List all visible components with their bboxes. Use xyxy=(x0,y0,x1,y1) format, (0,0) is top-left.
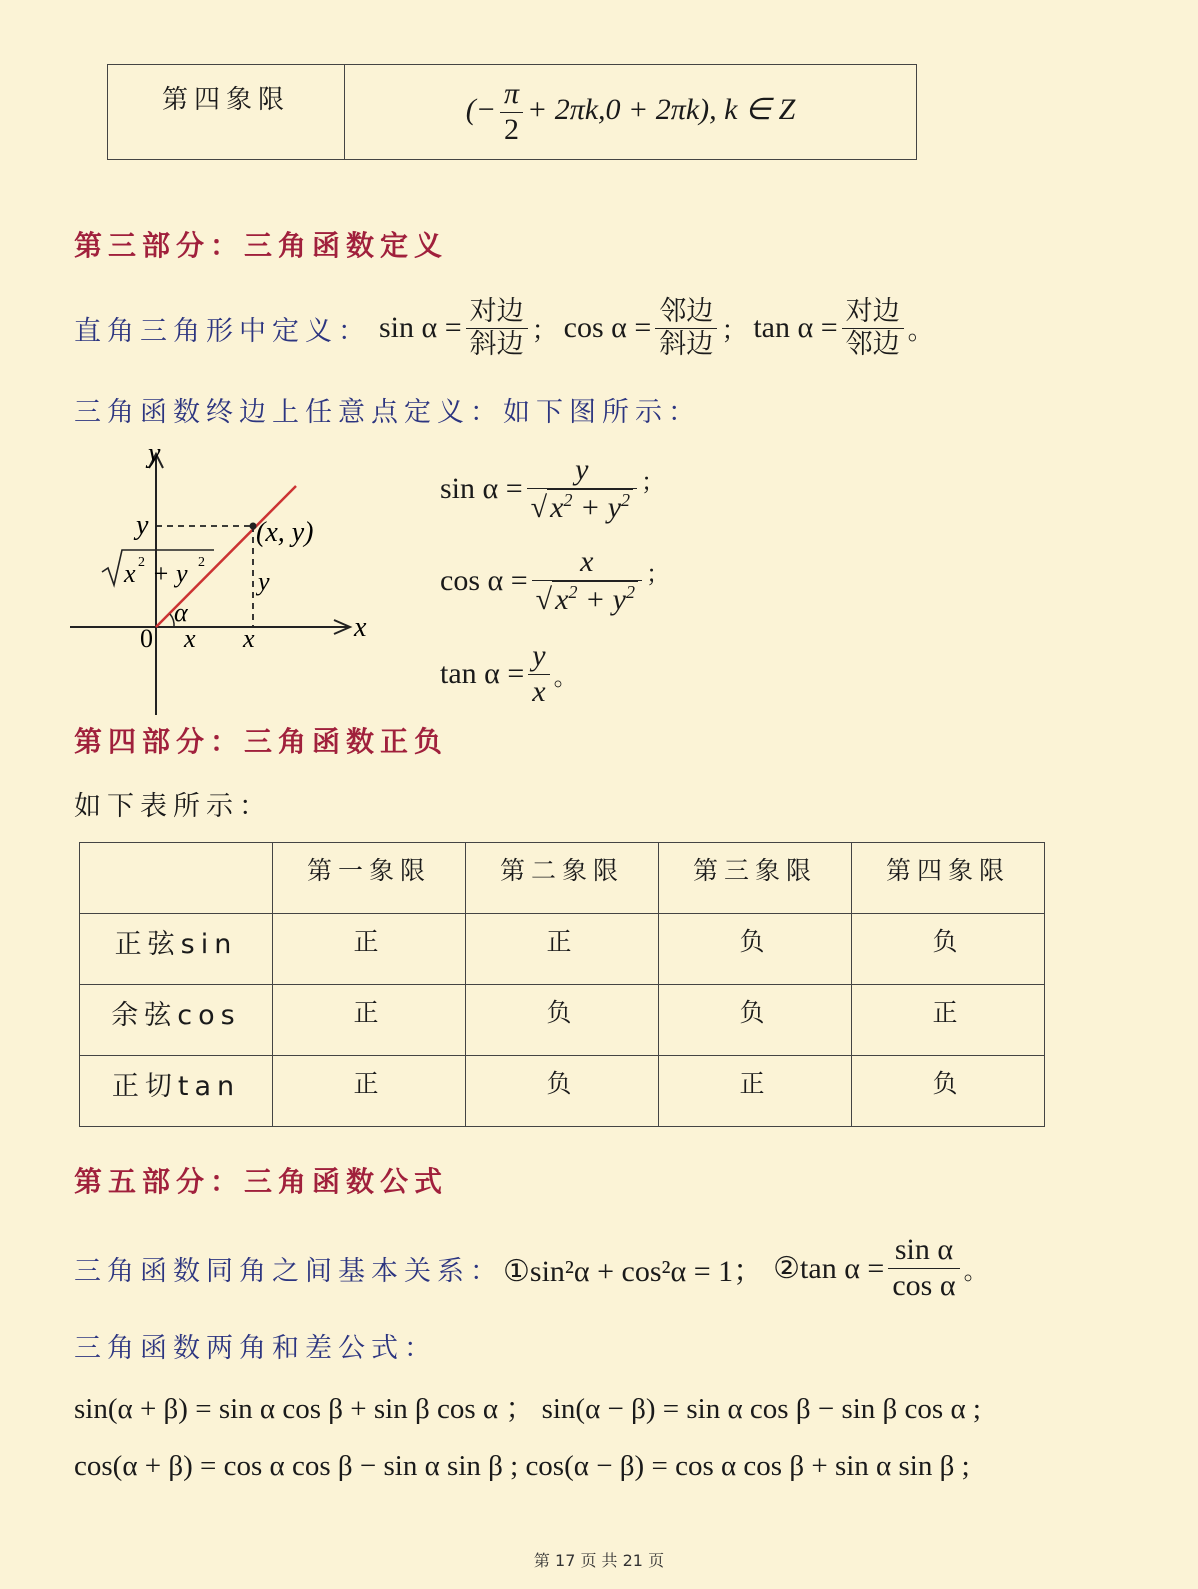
header-cell: 第一象限 xyxy=(273,843,466,914)
sin-sqrt-x: x xyxy=(550,490,564,524)
table-cell: 负 xyxy=(466,985,659,1056)
header-cell: 第四象限 xyxy=(852,843,1045,914)
page-footer: 第 17 页 共 21 页 xyxy=(533,1551,665,1570)
table-cell: 负 xyxy=(659,914,852,985)
section4-intro: 如下表所示： xyxy=(74,791,272,822)
right-triangle-prefix: 直角三角形中定义： xyxy=(74,315,371,347)
identity1: ①sin²α + cos²α = 1； xyxy=(503,1255,764,1288)
right-triangle-line xyxy=(74,288,934,368)
table-cell: 正 xyxy=(852,985,1045,1056)
table-cell: 正 xyxy=(273,914,466,985)
quadrant-formula xyxy=(465,77,796,146)
quadrant-label-cell xyxy=(108,65,345,160)
sum-diff-title: 三角函数两角和差公式： xyxy=(74,1333,437,1364)
section4-heading: 第四部分：三角函数正负 xyxy=(74,725,449,758)
table-cell: 负 xyxy=(852,914,1045,985)
formula-pre: (− xyxy=(465,92,496,126)
sin-sqrt-y-exp: 2 xyxy=(621,489,631,510)
row-label: 正弦sin xyxy=(80,914,273,985)
origin-label: 0 xyxy=(140,624,153,653)
identity2-den: cos α xyxy=(892,1268,956,1302)
radius-x-exp: 2 xyxy=(138,555,145,570)
cos-num: 邻边 xyxy=(659,296,714,328)
identity2-end: 。 xyxy=(963,1256,988,1285)
pi-den: 2 xyxy=(503,112,519,146)
unit-circle-diagram xyxy=(66,440,386,720)
tan-def-period: 。 xyxy=(553,664,578,691)
radius-y-exp: 2 xyxy=(198,555,205,570)
identity2-lhs: ②tan α = xyxy=(773,1251,885,1285)
tan-lhs: tan α = xyxy=(753,311,838,344)
formula-line1: sin(α + β) = sin α cos β + sin β cos α ； sin(α − β) = sin α cos β − sin β cos α ; xyxy=(74,1393,981,1425)
formula-line2: cos(α + β) = cos α cos β − sin α sin β ; cos(α − β) = cos α cos β + sin α sin β ; xyxy=(74,1450,970,1482)
identity-line xyxy=(74,1228,988,1308)
sin-def: sin α = $\frac{y}{√ x^2 + y^2}$ ； xyxy=(440,453,666,524)
tan-def-den: x xyxy=(532,674,546,708)
sin-num: 对边 xyxy=(469,296,524,328)
cos-den: 斜边 xyxy=(659,328,714,360)
cos-def: cos α = $\frac{x}{√ x^2 + y^2}$ ； xyxy=(440,545,670,616)
cos-def-lhs: cos α = xyxy=(440,564,528,597)
x-axis-label: x xyxy=(354,612,367,643)
cos-sqrt-plus-y: + y xyxy=(584,582,626,616)
quadrant-label: 第四象限 xyxy=(161,85,290,115)
tan-def-lhs: tan α = xyxy=(440,657,525,690)
tan-num: 对边 xyxy=(845,296,900,328)
row-label: 余弦cos xyxy=(80,985,273,1056)
table-row xyxy=(80,914,1045,985)
sin-def-num: y xyxy=(575,453,589,486)
sin-sqrt-plus-y: + y xyxy=(579,490,622,524)
cos-sqrt-x-exp: 2 xyxy=(568,581,578,602)
quadrant-table xyxy=(107,64,917,160)
table-cell: 正 xyxy=(273,1056,466,1127)
cos-def-num: x xyxy=(580,545,594,578)
table-cell: 正 xyxy=(466,914,659,985)
header-cell: 第二象限 xyxy=(466,843,659,914)
sin-lhs: sin α = xyxy=(379,311,462,344)
y-seg-label: y xyxy=(258,567,270,596)
table-cell: 正 xyxy=(273,985,466,1056)
sep1: ； xyxy=(531,315,558,346)
point-label: (x, y) xyxy=(256,517,314,548)
cos-lhs: cos α = xyxy=(563,311,652,344)
alpha-label: α xyxy=(174,598,188,627)
tan-den: 邻边 xyxy=(845,328,900,360)
cos-sqrt-x: x xyxy=(555,582,569,616)
formula-post: + 2πk,0 + 2πk), k ∈ Z xyxy=(526,92,796,126)
radius-x: x xyxy=(124,559,136,588)
tan-def-num: y xyxy=(532,639,546,672)
y-axis-label: y xyxy=(148,440,161,469)
row-label: 正切tan xyxy=(80,1056,273,1127)
table-row xyxy=(80,985,1045,1056)
cos-sqrt-y-exp: 2 xyxy=(626,581,635,602)
end-period: 。 xyxy=(907,315,934,346)
section3-heading: 第三部分：三角函数定义 xyxy=(74,229,449,262)
x-tick2-label: x xyxy=(243,624,255,653)
quadrant-formula-cell xyxy=(345,65,917,160)
sin-sqrt-x-exp: 2 xyxy=(563,489,573,510)
table-cell: 负 xyxy=(466,1056,659,1127)
cos-def-semi: ； xyxy=(646,561,670,588)
table-header-row xyxy=(80,843,1045,914)
sign-table xyxy=(79,842,1045,1127)
sep2: ； xyxy=(721,315,748,346)
table-cell: 负 xyxy=(659,985,852,1056)
header-cell: 第三象限 xyxy=(659,843,852,914)
table-cell: 正 xyxy=(659,1056,852,1127)
section5-heading: 第五部分：三角函数公式 xyxy=(74,1165,449,1198)
radius-plus-y: + y xyxy=(152,559,188,588)
identity-prefix: 三角函数同角之间基本关系： xyxy=(74,1255,503,1287)
sin-den: 斜边 xyxy=(469,328,524,360)
header-cell xyxy=(80,843,273,914)
terminal-text: 三角函数终边上任意点定义：如下图所示： xyxy=(74,397,701,428)
sin-def-semi: ； xyxy=(641,469,666,496)
tan-def xyxy=(440,636,578,712)
table-cell: 负 xyxy=(852,1056,1045,1127)
table-row xyxy=(80,1056,1045,1127)
sin-def-lhs: sin α = xyxy=(440,472,523,505)
identity2-num: sin α xyxy=(894,1233,954,1266)
pi-num: π xyxy=(503,77,519,110)
x-tick1-label: x xyxy=(184,624,196,653)
y-tick-label: y xyxy=(136,510,149,541)
